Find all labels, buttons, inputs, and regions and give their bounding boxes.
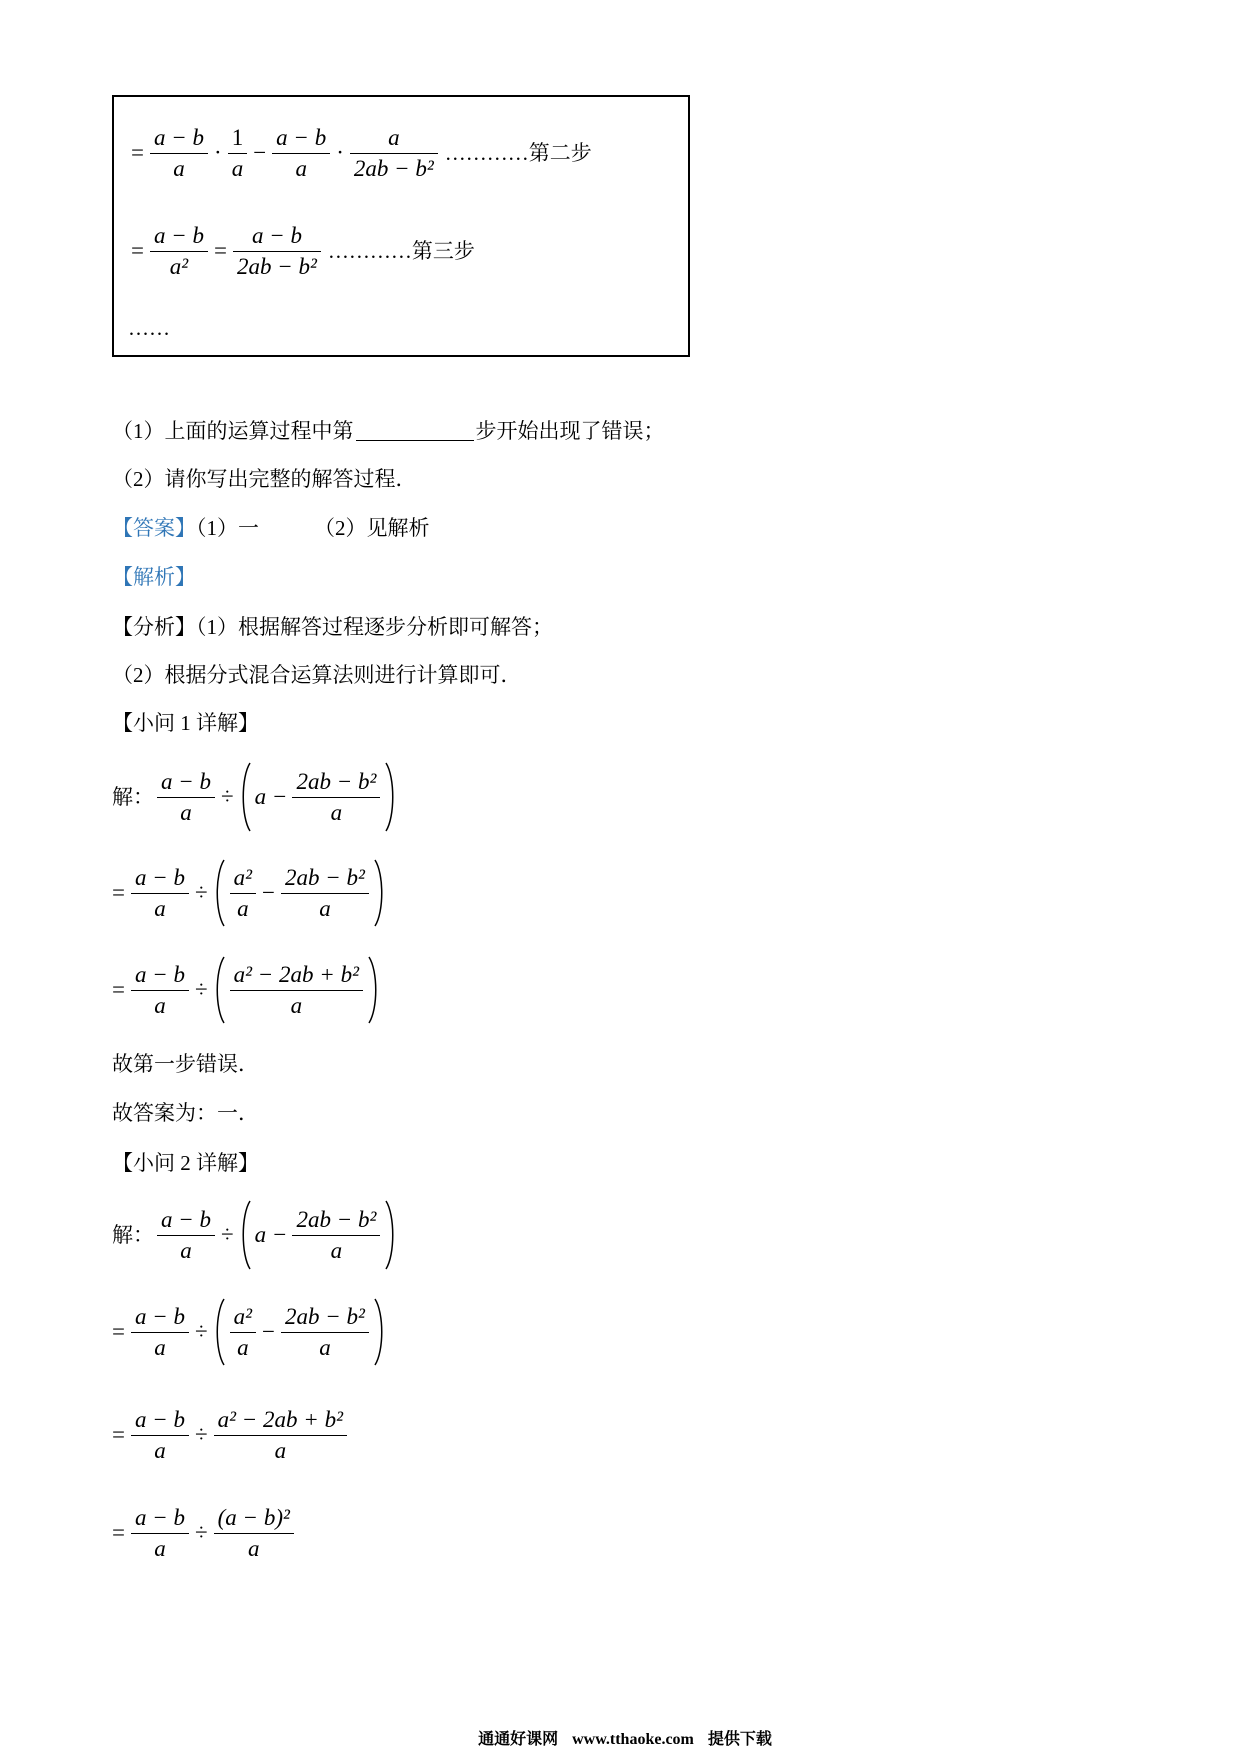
- divide-sign: ÷: [195, 1319, 208, 1344]
- divide-sign: ÷: [195, 880, 208, 905]
- denominator: a: [330, 799, 343, 825]
- numerator: a²: [230, 865, 256, 894]
- fraction: [150, 125, 208, 182]
- numerator: a − b: [131, 1407, 189, 1436]
- detail-2-equation-1: [112, 1197, 399, 1273]
- answer-part-2: （2）见解析: [314, 516, 430, 540]
- denominator: a²: [169, 253, 189, 279]
- detail-1-equation-1: [112, 759, 399, 835]
- right-parenthesis: [367, 955, 381, 1025]
- fraction: [292, 769, 380, 826]
- denominator: a: [274, 1437, 287, 1463]
- numerator: a − b: [272, 125, 330, 154]
- numerator: a − b: [233, 223, 321, 252]
- detail-2-equation-2: [109, 1294, 388, 1370]
- dot-operator: ·: [214, 140, 222, 165]
- minus-sign: −: [262, 880, 276, 905]
- numerator: (a − b)²: [214, 1505, 294, 1534]
- right-parenthesis: [373, 858, 387, 928]
- term-a-minus: a −: [254, 1222, 288, 1247]
- denominator: a: [237, 1334, 249, 1360]
- numerator: 2ab − b²: [281, 865, 369, 894]
- minus-sign: −: [262, 1319, 276, 1344]
- fraction: [292, 1207, 380, 1264]
- term-a-minus: a −: [254, 784, 288, 809]
- fraction: [233, 223, 321, 280]
- question-1-text: （1）上面的运算过程中第: [112, 419, 354, 443]
- fraction: [157, 769, 215, 826]
- fraction: [230, 962, 363, 1019]
- step-label: …………第三步: [327, 239, 475, 263]
- detail-2-equation-4: [109, 1495, 297, 1571]
- answer-line: [112, 514, 259, 542]
- numerator: a − b: [157, 769, 215, 798]
- fraction: [230, 1304, 256, 1361]
- numerator: a: [350, 125, 438, 154]
- equals-sign: =: [131, 140, 144, 165]
- method-text-1: （1）根据解答过程逐步分析即可解答；: [196, 615, 553, 639]
- method-line-1: [112, 613, 553, 641]
- numerator: a − b: [150, 223, 208, 252]
- fraction: [281, 865, 369, 922]
- method-tag: 【分析】: [112, 615, 196, 639]
- answer-blank: [356, 419, 474, 441]
- minus-sign: −: [253, 140, 267, 165]
- right-parenthesis: [384, 761, 398, 833]
- fraction: [157, 1207, 215, 1264]
- denominator: a: [180, 799, 192, 825]
- fraction: [272, 125, 330, 182]
- equals-sign: =: [214, 238, 227, 263]
- conclusion-1: 故第一步错误．: [112, 1052, 259, 1076]
- answer-tag: 【答案】: [112, 516, 196, 540]
- step-two-line: [128, 121, 592, 185]
- question-2: （2）请你写出完整的解答过程．: [112, 467, 417, 491]
- denominator: 2ab − b²: [237, 253, 317, 279]
- fraction: [281, 1304, 369, 1361]
- denominator: a: [330, 1237, 343, 1263]
- right-parenthesis: [373, 1297, 387, 1367]
- fraction: [350, 125, 438, 182]
- numerator: a − b: [131, 865, 189, 894]
- numerator: 1: [228, 125, 248, 154]
- divide-sign: ÷: [195, 1422, 208, 1447]
- denominator: a: [154, 992, 166, 1018]
- denominator: a: [231, 155, 244, 181]
- denominator: a: [173, 155, 185, 181]
- fraction: [131, 1407, 189, 1464]
- denominator: a: [180, 1237, 192, 1263]
- equals-sign: =: [112, 977, 125, 1002]
- divide-sign: ÷: [195, 977, 208, 1002]
- divide-sign: ÷: [195, 1520, 208, 1545]
- right-parenthesis: [384, 1199, 398, 1271]
- denominator: a: [319, 895, 331, 921]
- left-parenthesis: [212, 1297, 226, 1367]
- numerator: a²: [230, 1304, 256, 1333]
- solve-label: 解：: [112, 1223, 154, 1247]
- solve-label: 解：: [112, 785, 154, 809]
- denominator: a: [290, 992, 303, 1018]
- equals-sign: =: [112, 1319, 125, 1344]
- fraction: [131, 1304, 189, 1361]
- denominator: a: [154, 1334, 166, 1360]
- ellipsis-line: ……: [128, 316, 170, 340]
- numerator: 2ab − b²: [281, 1304, 369, 1333]
- detail-1-equation-2: [109, 855, 388, 931]
- fraction: [131, 962, 189, 1019]
- step-three-line: [128, 219, 475, 283]
- left-parenthesis: [212, 858, 226, 928]
- denominator: a: [154, 1535, 166, 1561]
- left-parenthesis: [238, 1199, 252, 1271]
- left-parenthesis: [238, 761, 252, 833]
- numerator: a² − 2ab + b²: [230, 962, 363, 991]
- analysis-tag: 【解析】: [112, 565, 196, 589]
- equals-sign: =: [112, 1520, 125, 1545]
- numerator: a − b: [150, 125, 208, 154]
- denominator: a: [154, 1437, 166, 1463]
- denominator: a: [319, 1334, 331, 1360]
- method-line-2: （2）根据分式混合运算法则进行计算即可．: [112, 663, 522, 687]
- question-1-text-end: 步开始出现了错误；: [475, 419, 665, 443]
- fraction: [150, 223, 208, 280]
- detail-2-heading: 【小问 2 详解】: [112, 1151, 259, 1175]
- denominator: a: [237, 895, 249, 921]
- detail-1-equation-3: [109, 952, 382, 1028]
- dot-operator: ·: [336, 140, 344, 165]
- numerator: 2ab − b²: [292, 769, 380, 798]
- working-steps-box: [112, 95, 690, 357]
- denominator: 2ab − b²: [353, 155, 434, 181]
- denominator: a: [295, 155, 307, 181]
- numerator: 2ab − b²: [292, 1207, 380, 1236]
- fraction: [214, 1407, 347, 1464]
- numerator: a − b: [157, 1207, 215, 1236]
- fraction: [131, 865, 189, 922]
- equals-sign: =: [112, 1422, 125, 1447]
- numerator: a − b: [131, 1304, 189, 1333]
- divide-sign: ÷: [221, 1222, 234, 1247]
- answer-part-1: （1）一: [196, 516, 259, 540]
- detail-1-heading: 【小问 1 详解】: [112, 711, 259, 735]
- equals-sign: =: [131, 238, 144, 263]
- divide-sign: ÷: [221, 784, 234, 809]
- numerator: a − b: [131, 1505, 189, 1534]
- conclusion-2: 故答案为：一．: [112, 1101, 259, 1125]
- fraction: [228, 125, 248, 182]
- page-footer: 通通好课网 www.tthaoke.com 提供下载: [478, 1731, 772, 1748]
- denominator: a: [248, 1535, 260, 1561]
- detail-2-equation-3: [109, 1397, 350, 1473]
- fraction: [230, 865, 256, 922]
- denominator: a: [154, 895, 166, 921]
- fraction: [131, 1505, 189, 1562]
- step-label: …………第二步: [444, 141, 592, 165]
- fraction: [214, 1505, 294, 1562]
- numerator: a² − 2ab + b²: [214, 1407, 347, 1436]
- equals-sign: =: [112, 880, 125, 905]
- left-parenthesis: [212, 955, 226, 1025]
- numerator: a − b: [131, 962, 189, 991]
- question-1: [112, 417, 665, 445]
